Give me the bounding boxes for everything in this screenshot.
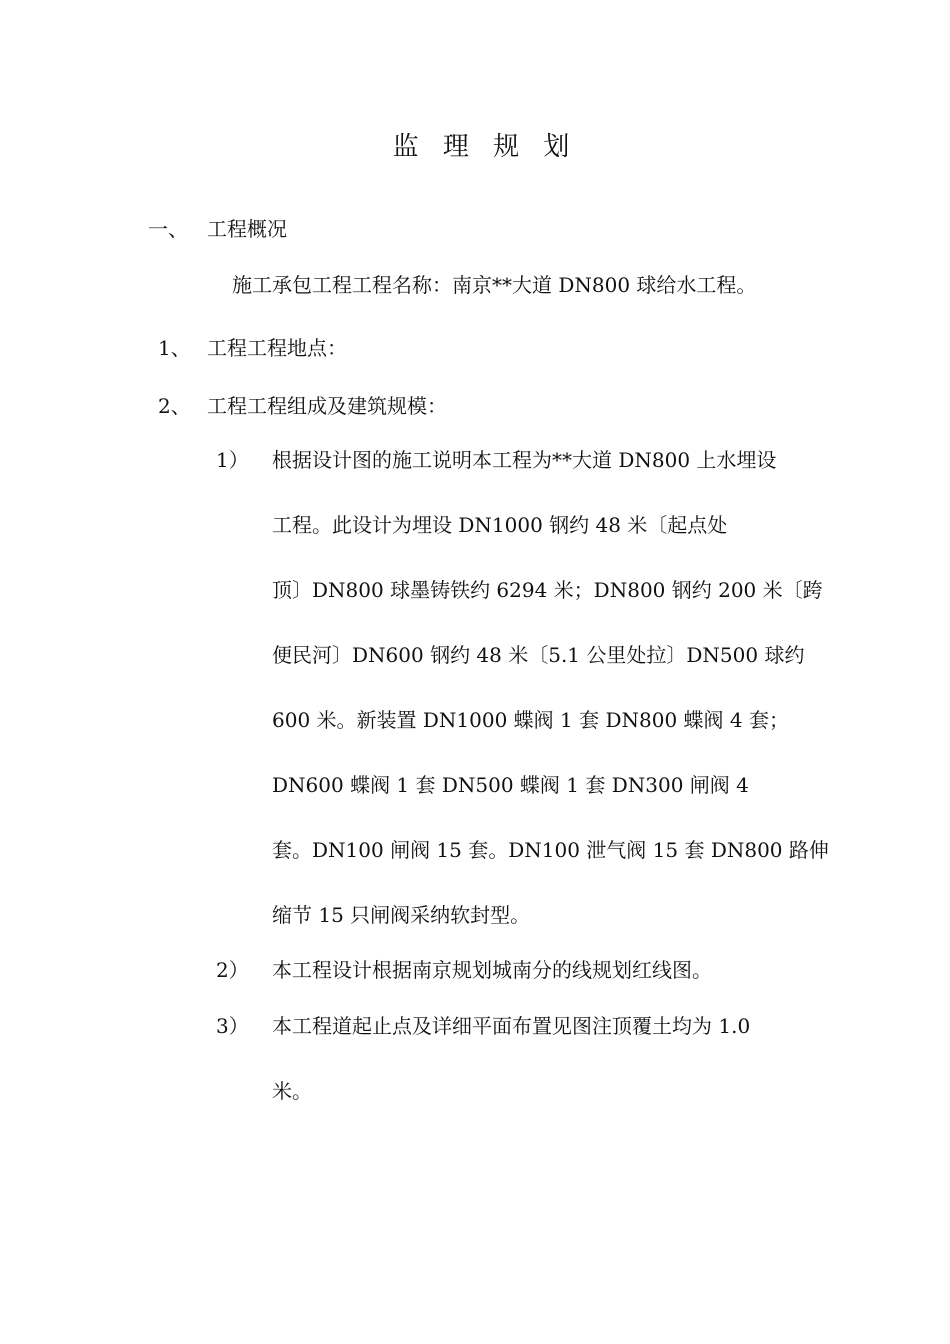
subitem-marker: 2）	[216, 958, 249, 982]
item-marker: 1、	[158, 336, 191, 360]
subitem-line: 600 米。新装置 DN1000 蝶阀 1 套 DN800 蝶阀 4 套；	[272, 708, 789, 732]
subitem-line: 缩节 15 只闸阀采纳软封型。	[272, 903, 531, 927]
item-text: 工程工程组成及建筑规模：	[207, 394, 447, 418]
subitem-line: 便民河〕DN600 钢约 48 米〔5.1 公里处拉〕DN500 球约	[272, 643, 805, 667]
subitem-line: 套。DN100 闸阀 15 套。DN100 泄气阀 15 套 DN800 路伸	[272, 838, 829, 862]
subitem-line: DN600 蝶阀 1 套 DN500 蝶阀 1 套 DN300 闸阀 4	[272, 773, 749, 797]
subitem-line: 根据设计图的施工说明本工程为**大道 DN800 上水埋设	[272, 448, 777, 472]
subitem-line: 米。	[272, 1079, 312, 1103]
project-name-line: 施工承包工程工程名称：南京**大道 DN800 球给水工程。	[232, 273, 757, 297]
section-heading: 工程概况	[207, 217, 287, 241]
item-text: 工程工程地点：	[207, 336, 347, 360]
subitem-line: 顶〕DN800 球墨铸铁约 6294 米；DN800 钢约 200 米〔跨	[272, 578, 823, 602]
subitem-line: 本工程道起止点及详细平面布置见图注顶覆土均为 1.0	[272, 1014, 751, 1038]
subitem-marker: 3）	[216, 1014, 249, 1038]
subitem-marker: 1）	[216, 448, 249, 472]
section-marker: 一、	[148, 217, 188, 241]
item-marker: 2、	[158, 394, 191, 418]
document-title: 监 理 规 划	[392, 132, 578, 162]
subitem-line: 本工程设计根据南京规划城南分的线规划红线图。	[272, 958, 712, 982]
subitem-line: 工程。此设计为埋设 DN1000 钢约 48 米〔起点处	[272, 513, 728, 537]
